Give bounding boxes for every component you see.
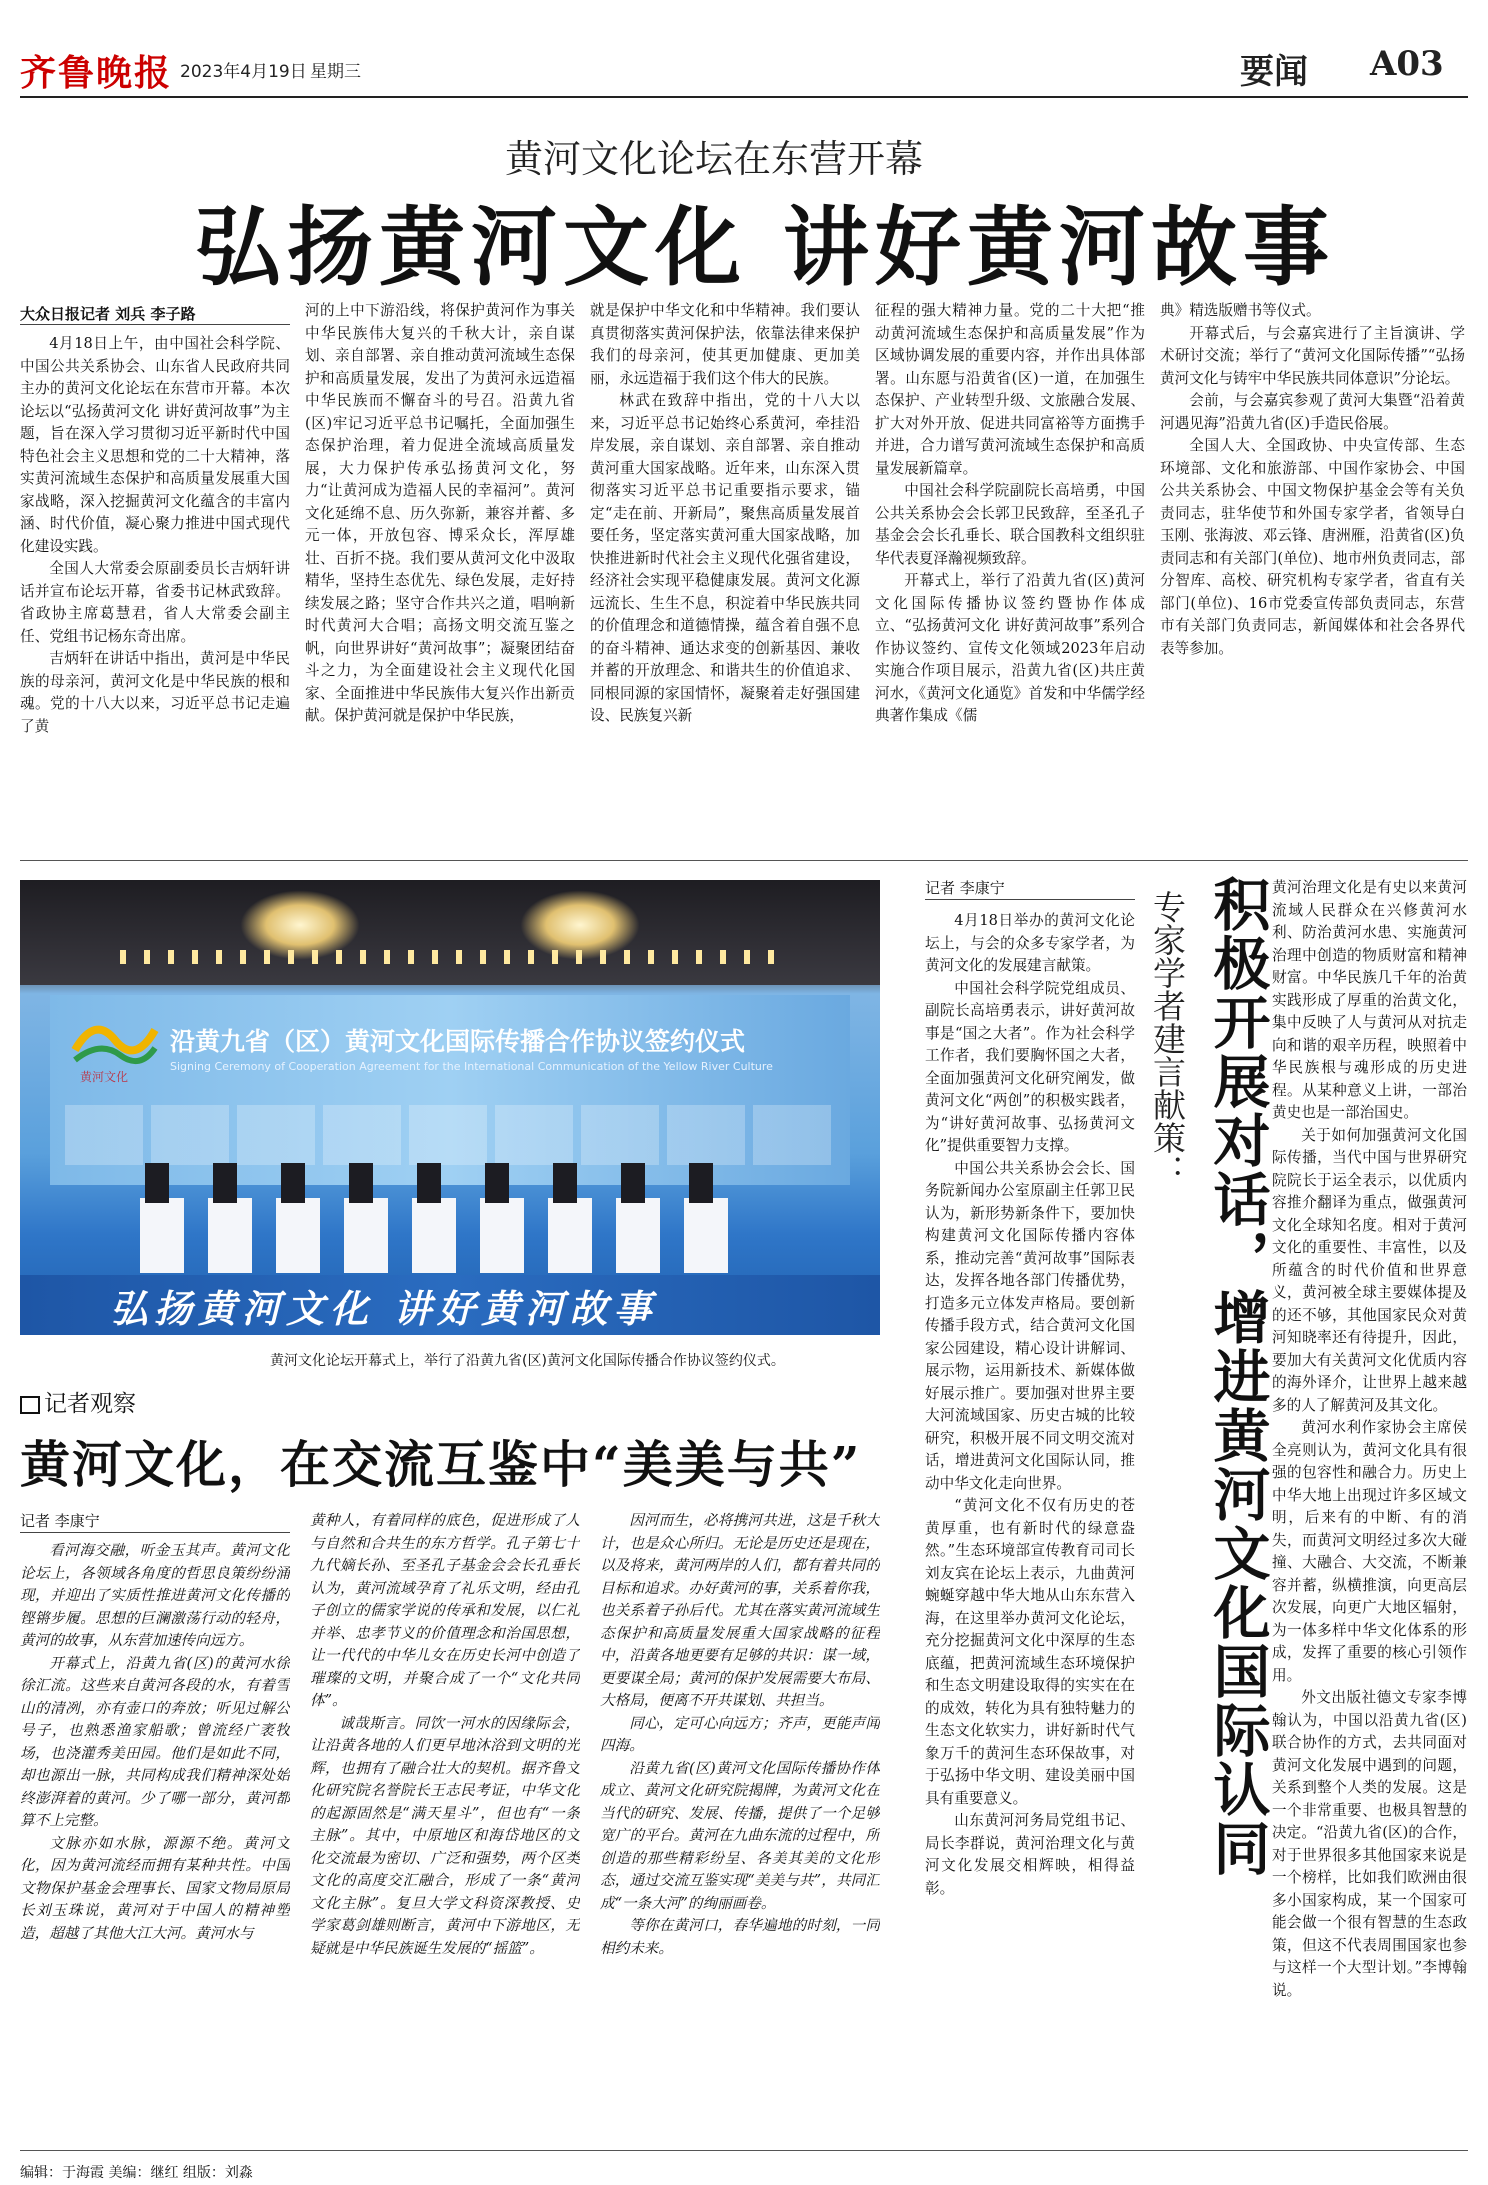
section-divider [20,860,1468,861]
lead-subhead: 黄河文化论坛在东营开幕 [505,137,924,181]
paragraph: 河的上中下游沿线，将保护黄河作为事关中华民族伟大复兴的千秋大计，亲自谋划、亲自部署、亲自推动黄河流域生态保护和高质量发展，发出了为黄河永远造福中华民族而不懈奋斗的号召。沿黄九省(区)牢记习近平总书记嘱托，全面加强生态保护治理，着力促进全流域高质量发展，大力保护传承弘扬黄河文化，努力“让黄河成为造福人民的幸福河”。黄河文化延绵不息、历久弥新，兼容并蓄、多元一体，开放包容、博采众长，浑厚雄壮、百折不挠。我们要从黄河文化中汲取精华，坚持生态优先、绿色发展，走好持续发展之路；坚守合作共兴之道，唱响新时代黄河大合唱；高扬文明交流互鉴之帆，向世界讲好“黄河故事”；凝聚团结奋斗之力，为全面建设社会主义现代化国家、全面推进中华民族伟大复兴作出新贡献。保护黄河就是保护中华民族， [305,302,575,724]
experts-column-1 [925,910,1135,2145]
section-name: 要闻 [1240,52,1308,92]
observation-column-2 [310,1510,580,2145]
paragraph: 中国社会科学院党组成员、副院长高培勇表示，讲好黄河故事是“国之大者”。作为社会科学工作者，我们要胸怀国之大者，全面加强黄河文化研究阐发，做黄河文化“两创”的积极实践者，为“讲好黄河故事、弘扬黄河文化”提供重要智力支撑。 [925,979,1135,1154]
newspaper-logo: 齐鲁晚报 [20,53,173,94]
observation-tag [20,1385,136,1418]
yellow-river-logo-icon [70,1010,160,1070]
lead-headline: 弘扬黄河文化 讲好黄河故事 [195,197,1335,298]
experts-byline-rule [925,899,1135,900]
observation-column-3 [600,1510,880,2145]
issue-weekday: 星期三 [310,62,361,82]
paragraph: 全国人大常委会原副委员长吉炳轩讲话并宣布论坛开幕，省委书记林武致辞。省政协主席葛慧君，省人大常委会副主任、党组书记杨东奇出席。 [20,560,290,645]
lead-byline-rule [20,324,290,325]
stage-title: 沿黄九省（区）黄河文化国际传播合作协议签约仪式 [170,1027,746,1056]
paragraph: 沿黄九省(区)黄河文化国际传播协作体成立、黄河文化研究院揭牌，为黄河文化在当代的研究、发展、传播，提供了一个足够宽广的平台。黄河在九曲东流的过程中，所创造的那些精彩纷呈、各美其美的文化形态，通过交流互鉴实现“美美与共”，共同汇成“一条大河”的绚丽画卷。 [600,1759,880,1912]
observation-byline-rule [20,1532,290,1533]
ceremony-photo [20,880,880,1335]
issue-date: 2023年4月19日 [180,62,307,82]
signatory-panels [65,1105,835,1165]
paragraph: 征程的强大精神力量。党的二十大把“推动黄河流域生态保护和高质量发展”作为区域协调发展的重要内容，并作出具体部署。山东愿与沿黄省(区)一道，在加强生态保护、产业转型升级、文旅融合发展、扩大对外开放、促进共同富裕等方面携手并进，合力谱写黄河流域生态保护和高质量发展新篇章。 [875,302,1145,477]
observation-column-1 [20,1540,290,2145]
paragraph: 文脉亦如水脉，源源不绝。黄河文化，因为黄河流经而拥有某种共性。中国文物保护基金会理事长、国家文物局原局长刘玉珠说，黄河对于中国人的精神塑造，超越了其他大江大河。黄河水与 [20,1834,290,1942]
lead-column-5 [1160,300,1465,843]
paragraph: 山东黄河河务局党组书记、局长李群说，黄河治理文化与黄河文化发展交相辉映，相得益彰。 [925,1812,1135,1897]
paragraph: “黄河文化不仅有历史的苍黄厚重，也有新时代的绿意盎然。”生态环境部宣传教育司司长刘友宾在论坛上表示，九曲黄河蜿蜒穿越中华大地从山东东营入海，在这里举办黄河文化论坛，充分挖掘黄河文化中深厚的生态底蕴，把黄河流域生态环境保护和生态文明建设取得的实实在在的成效，转化为具有独特魅力的生态文化软实力，讲好新时代气象万千的黄河生态环保故事，对于弘扬中华文明、建设美丽中国具有重要意义。 [925,1497,1135,1807]
experts-byline: 记者 李康宁 [925,879,1005,897]
paragraph: 黄河治理文化是有史以来黄河流域人民群众在兴修黄河水利、防治黄河水患、实施黄河治理中创造的物质财富和精神财富。中华民族几千年的治黄实践形成了厚重的治黄文化，集中反映了人与黄河从对抗走向和谐的艰辛历程，映照着中华民族根与魂形成的历史进程。从某种意义上讲，一部治黄史也是一部治国史。 [1272,879,1467,1121]
paragraph: 开幕式上，举行了沿黄九省(区)黄河文化国际传播协议签约暨协作体成立、“弘扬黄河文化 讲好黄河故事”系列合作协议签约、宣传文化领域2023年启动实施合作项目展示，沿黄九省(区)共庄黄河水，《黄河文化通览》首发和中华儒学经典著作集成《儒 [875,572,1145,724]
chandeliers [120,880,780,990]
footer-rule [20,2150,1468,2151]
paragraph: 同心，定可心向远方；齐声，更能声闻四海。 [600,1714,880,1754]
paragraph: 因河而生，必将携河共进，这是千秋大计，也是众心所归。无论是历史还是现在，以及将来，黄河两岸的人们，都有着共同的目标和追求。办好黄河的事，关系着你我，也关系着子孙后代。尤其在落实黄河流域生态保护和高质量发展重大国家战略的征程中，沿黄各地更要有足够的共识：谋一域，更要谋全局；黄河的保护发展需要大布局、大格局，便离不开共谋划、共担当。 [600,1512,880,1709]
podiums [140,1198,750,1273]
page-number: A03 [1370,44,1444,84]
paragraph: 典》精选版赠书等仪式。 [1160,302,1321,319]
paragraph: 开幕式后，与会嘉宾进行了主旨演讲、学术研讨交流；举行了“黄河文化国际传播”“弘扬黄河文化与铸牢中华民族共同体意识”分论坛。 [1160,324,1465,387]
experts-column-2 [1272,877,1467,2145]
paragraph: 中国社会科学院副院长高培勇，中国公共关系协会会长郭卫民致辞，至圣孔子基金会会长孔垂长、联合国教科文组织驻华代表夏泽瀚视频致辞。 [875,482,1145,567]
stage-subtitle: Signing Ceremony of Cooperation Agreement for the International Communication of the Yellow River Culture [170,1060,773,1073]
masthead-rule [20,96,1468,98]
logo-text: 黄河文化 [80,1070,129,1084]
paragraph: 开幕式上，沿黄九省(区)的黄河水徐徐汇流。这些来自黄河各段的水，有着雪山的清冽，亦有壶口的奔放；听见过解公号子，也熟悉渔家船歌；曾流经广袤牧场，也浇灌秀美田园。他们是如此不同，却也源出一脉，共同构成我们精神深处始终澎湃着的黄河。少了哪一部分，黄河都算不上完整。 [20,1654,290,1829]
footer-credit: 编辑：于海霞 美编：继红 组版：刘淼 [20,2165,253,2181]
paragraph: 黄种人，有着同样的底色，促进形成了人与自然和合共生的东方哲学。孔子第七十九代嫡长孙、至圣孔子基金会会长孔垂长认为，黄河流域孕育了礼乐文明，经由孔子创立的儒家学说的传承和发展，以仁礼并举、忠孝节义的价值理念和治国思想，让一代代的中华儿女在历史长河中创造了璀璨的文明，并聚合成了一个“文化共同体”。 [310,1512,580,1709]
paragraph: 外文出版社德文专家李博翰认为，中国以沿黄九省(区)联合协作的方式，去共同面对黄河文化发展中遇到的问题，关系到整个人类的发展。这是一个非常重要、也极具智慧的决定。“沿黄九省(区)的合作，对于世界很多其他国家来说是一个榜样，比如我们欧洲由很多小国家构成，某一个国家可能会做一个很有智慧的生态政策，但这不代表周围国家也参与这样一个大型计划。”李博翰说。 [1272,1689,1467,1999]
paragraph: 等你在黄河口，春华遍地的时刻，一同相约未来。 [600,1917,880,1957]
observation-byline: 记者 李康宁 [20,1512,100,1530]
observation-headline: 黄河文化，在交流互鉴中“美美与共” [20,1435,862,1494]
experts-headline: 积极开展对话，增进黄河文化国际认同 [1204,875,1271,1878]
experts-kicker: 专家学者建言献策： [1148,890,1187,1187]
photo-caption: 黄河文化论坛开幕式上，举行了沿黄九省(区)黄河文化国际传播合作协议签约仪式。 [270,1353,785,1369]
lead-column-4 [875,300,1145,843]
paragraph: 吉炳轩在讲话中指出，黄河是中华民族的母亲河，黄河文化是中华民族的根和魂。党的十八大以来，习近平总书记走遍了黄 [20,650,290,735]
paragraph: 中国公共关系协会会长、国务院新闻办公室原副主任郭卫民认为，新形势新条件下，要加快构建黄河文化国际传播内容体系，推动完善“黄河故事”国际表达，发挥各地各部门传播优势，打造多元立体发声格局。要创新传播手段方式，结合黄河文化国家公园建设，精心设计讲解词、展示物，运用新技术、新媒体做好展示推广。要加强对世界主要大河流域国家、历史古城的比较研究，积极开展不同文明交流对话，增进黄河文化国际认同，推动中华文化走向世界。 [925,1159,1135,1492]
paragraph: 4月18日举办的黄河文化论坛上，与会的众多专家学者，为黄河文化的发展建言献策。 [925,912,1135,974]
lead-column-3 [590,300,860,843]
paragraph: 看河海交融，听金玉其声。黄河文化论坛上，各领域各角度的哲思良策纷纷涌现，并迎出了实质性推进黄河文化传播的铿锵步履。思想的巨澜激荡行动的轻舟，黄河的故事，从东营加速传向远方。 [20,1542,290,1649]
lead-column-1 [20,333,290,843]
observation-tag-label: 记者观察 [44,1391,136,1417]
box-icon [20,1396,40,1414]
paragraph: 就是保护中华文化和中华精神。我们要认真贯彻落实黄河保护法，依靠法律来保护我们的母亲河，使其更加健康、更加美丽，永远造福于我们这个伟大的民族。 [590,302,860,387]
paragraph: 全国人大、全国政协、中央宣传部、生态环境部、文化和旅游部、中国作家协会、中国公共关系协会、中国文物保护基金会等有关负责同志，驻华使节和外国专家学者，省领导白玉刚、张海波、邓云锋、唐洲雁，沿黄省(区)负责同志和有关部门(单位)、地市州负责同志，部分智库、高校、研究机构专家学者，省直有关部门(单位)、16市党委宣传部负责同志，东营市有关部门负责同志，新闻媒体和社会各界代表等参加。 [1160,437,1465,657]
paragraph: 会前，与会嘉宾参观了黄河大集暨“沿着黄河遇见海”沿黄九省(区)手造民俗展。 [1160,392,1465,432]
paragraph: 4月18日上午，由中国社会科学院、中国公共关系协会、山东省人民政府共同主办的黄河文化论坛在东营市开幕。本次论坛以“弘扬黄河文化 讲好黄河故事”为主题，旨在深入学习贯彻习近平新时代中国特色社会主义思想和党的二十大精神，落实黄河流域生态保护和高质量发展重大国家战略，深入挖掘黄河文化蕴含的丰富内涵、时代价值，凝心聚力推进中国式现代化建设实践。 [20,335,290,555]
paragraph: 黄河水利作家协会主席侯全亮则认为，黄河文化具有很强的包容性和融合力。历史上中华大地上出现过许多区域文明，后来有的中断、有的消失，而黄河文明经过多次大碰撞、大融合、大交流，不断兼容并蓄，纵横推演，向更高层次发展，向更广大地区辐射，为一体多样中华文化体系的形成，发挥了重要的核心引领作用。 [1272,1419,1467,1684]
paragraph: 诚哉斯言。同饮一河水的因缘际会，让沿黄各地的人们更早地沐浴到文明的光辉，也拥有了融合壮大的契机。据齐鲁文化研究院名誉院长王志民考证，中华文化的起源固然是“满天星斗”，但也有“一条主脉”。其中，中原地区和海岱地区的文化交流最为密切、广泛和强势，两个区类文化的高度交汇融合，形成了一条“黄河文化主脉”。复旦大学文科资深教授、史学家葛剑雄则断言，黄河中下游地区，无疑就是中华民族诞生发展的“摇篮”。 [310,1714,580,1957]
lead-column-2 [305,300,575,843]
signatories [145,1163,755,1203]
banner-text: 弘扬黄河文化 讲好黄河故事 [110,1286,658,1331]
paragraph: 关于如何加强黄河文化国际传播，当代中国与世界研究院院长于运全表示，以优质内容推介翻译为重点，做强黄河文化全球知名度。相对于黄河文化的重要性、丰富性，以及所蕴含的时代价值和世界意义，黄河被全球主要媒体提及的还不够，其他国家民众对黄河知晓率还有待提升，因此，要加大有关黄河文化优质内容的海外译介，让世界上越来越多的人了解黄河及其文化。 [1272,1126,1467,1414]
paragraph: 林武在致辞中指出，党的十八大以来，习近平总书记始终心系黄河，牵挂沿岸发展，亲自谋划、亲自部署、亲自推动黄河重大国家战略。近年来，山东深入贯彻落实习近平总书记重要指示要求，锚定“走在前、开新局”，聚焦高质量发展首要任务，坚定落实黄河重大国家战略，加快推进新时代社会主义现代化强省建设，经济社会实现平稳健康发展。黄河文化源远流长、生生不息，积淀着中华民族共同的价值理念和道德情操，蕴含着自强不息的奋斗精神、通达求变的创新基因、兼收并蓄的开放理念、和谐共生的价值追求、同根同源的家国情怀，凝聚着走好强国建设、民族复兴新 [590,392,860,724]
lead-byline: 大众日报记者 刘兵 李子路 [20,305,196,323]
